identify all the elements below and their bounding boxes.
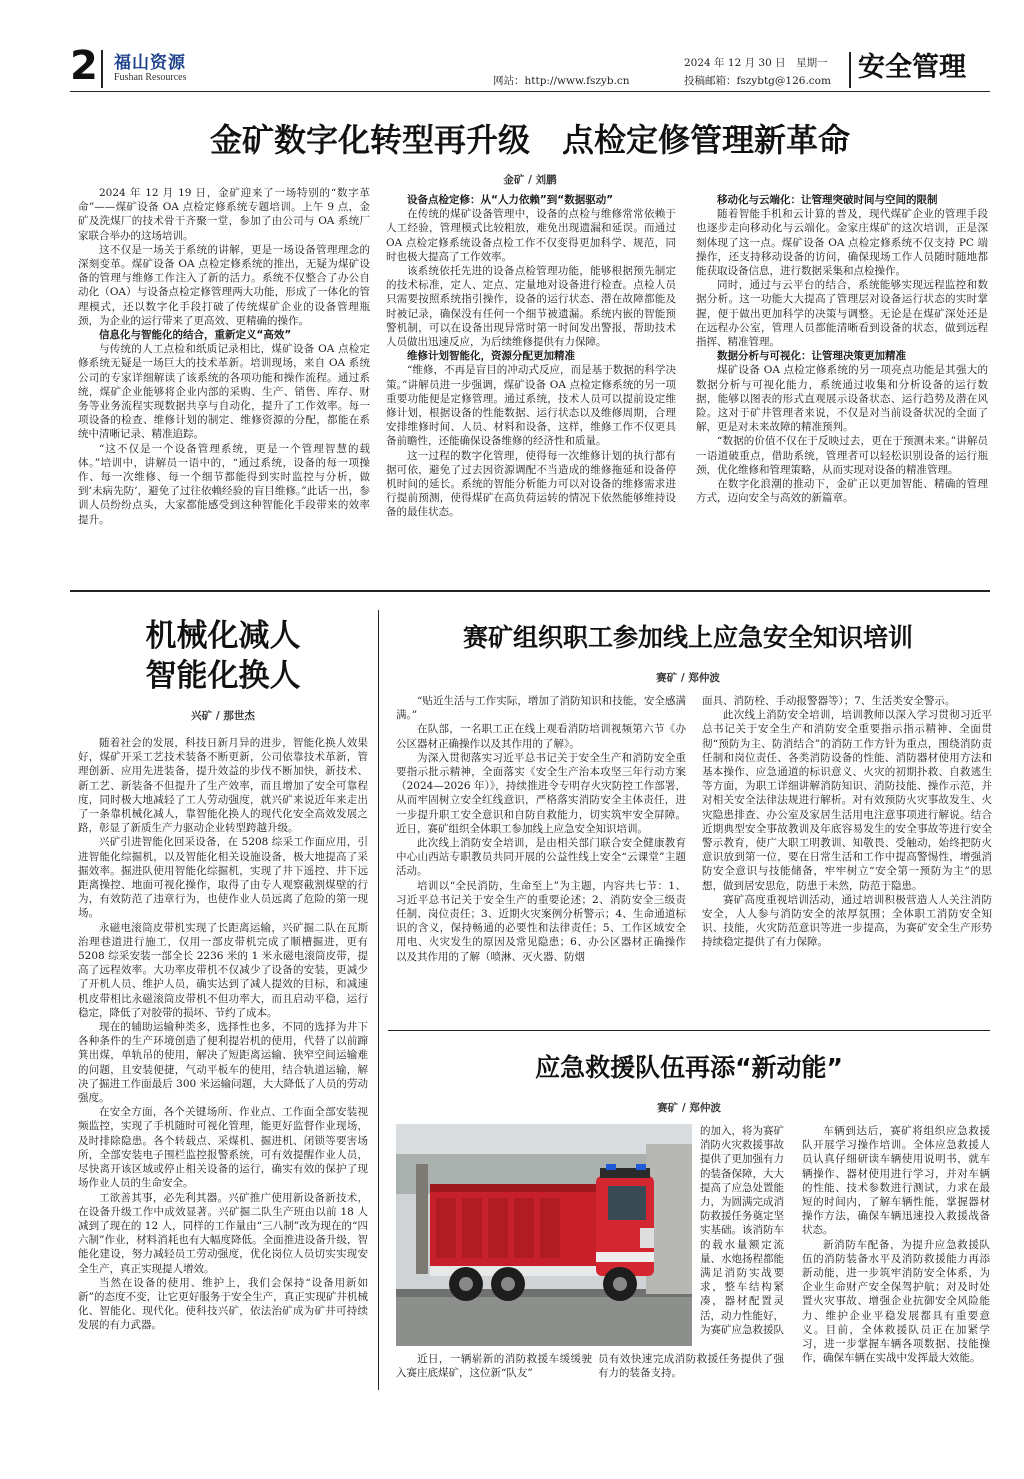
masthead	[0, 0, 1024, 100]
paragraph: 兴矿引进智能化回采设备，在 5208 综采工作面应用，引进智能化综掘机，以及智能化相关设施设备，极大地提高了采掘效率。掘进队使用智能化综掘机，实现了井下遥控、井下远距离操控、地面可视化操作，取得了由专人观察截割煤壁的行为，有效防范了违章行为，也使作业人员远离了危险的第一现场。	[78, 836, 368, 920]
article2-title-line1: 机械化减人	[145, 618, 301, 654]
paragraph: 随着智能手机和云计算的普及，现代煤矿企业的管理手段也逐步走向移动化与云端化。金家庄煤矿的这次培训，正是深刻体现了这一点。煤矿设备 OA 点检定修系统不仅支持 PC 端操作，还支持移动设备的访问，确保现场工作人员随时随地都能获取设备信息，进行数据采集和点检操作。	[696, 208, 988, 278]
paragraph: 该系统依托先进的设备点检管理功能，能够根据预先制定的技术标准，定人、定点、定量地对设备进行检查。点检人员只需要按照系统指引操作，设备的运行状态、潜在故障都能及时被记录，确保没有任何一个细节被遗漏。系统内嵌的智能预警机制，可以在设备出现异常时第一时间发出警报，帮助技术人员做出迅速反应，为后续维修提供有力保障。	[386, 265, 676, 349]
paragraph: 与传统的人工点检和纸质记录相比，煤矿设备 OA 点检定修系统无疑是一场巨大的技术革新。培训现场，来自 OA 系统公司的专家详细解读了该系统的各项功能和操作流程。通过系统，煤矿企业能够将企业内部的采购、生产、销售、库存、财务等业务流程实现数据共享与自动化，提升了工作效率。每一项设备的检查、维修计划的制定、维修资源的分配，都能在系统中清晰记录、精准追踪。	[78, 343, 370, 441]
paragraph: 此次线上消防安全培训，是由相关部门联合安全健康教育中心山西站专职教员共同开展的公益性线上安全“云课堂”主题活动。	[396, 837, 686, 878]
paragraph: 培训以“全民消防，生命至上”为主题，内容共七节：1、习近平总书记关于安全生产的重要论述；2、消防安全三级责任制、岗位责任；3、近期火灾案例分析警示；4、生命通道标识的含义，保持畅通的必要性和法律责任；5、工作区域安全用电、火灾发生的原因及常见隐患；6、办公区器材正确操作以及其作用的了解（喷淋、灭火器、防烟	[396, 879, 686, 963]
paragraph: 员有效快速完成消防救援任务提供了强有力的装备支持。	[598, 1353, 784, 1380]
paragraph: 这不仅是一场关于系统的讲解，更是一场设备管理理念的深刻变革。煤矿设备 OA 点检定修系统的推出，无疑为煤矿设备的管理与维修工作注入了新的活力。系统不仅整合了办公自动化（OA）与设备点检定修管理两大功能，形成了一体化的管理模式，还以数字化手段打破了传统煤矿企业的设备管理瓶颈，为企业的运行带来了更高效、更精确的操作。	[78, 243, 370, 327]
article2-byline: 兴矿 / 那世杰	[191, 710, 255, 722]
section-divider	[849, 52, 851, 88]
article1-column-2	[386, 193, 676, 578]
issue-date: 2024 年 12 月 30 日 星期一	[684, 57, 828, 69]
page-number-divider	[101, 50, 103, 88]
paragraph: “贴近生活与工作实际，增加了消防知识和技能，安全感满满。”	[396, 695, 686, 722]
website: 网站：http://www.fszyb.cn	[493, 75, 630, 87]
subheading: 维修计划智能化，资源分配更加精准	[407, 350, 575, 363]
paragraph: 为深入贯彻落实习近平总书记关于安全生产和消防安全重要指示批示精神，全面落实《安全生产治本攻坚三年行动方案（2024—2026 年）》，持续推进令专明存火灾防控工作部署，从而牢固树立安全红线意识，严格落实消防安全主体责任，进一步提升职工安全意识和自防自救能力，切实筑牢安全屏障。近日，赛矿组织全体职工参加线上应急安全知识培训。	[396, 751, 686, 835]
article3-bottom-rule	[388, 1030, 990, 1031]
paragraph: 煤矿设备 OA 点检定修系统的另一项亮点功能是其强大的数据分析与可视化能力，系统通过收集和分析设备的运行数据，能够以图表的形式直观展示设备状态、运行趋势及潜在风险。这对于矿井管理者来说，不仅是对当前设备状况的全面了解，更是对未来故障的精准预判。	[696, 364, 988, 434]
paragraph: 的加入，将为赛矿消防火灾救援事故提供了更加强有力的装备保障，大大提高了应急处置能力，为圆满完成消防救援任务奠定坚实基础。该消防车的载水量额定流量、水炮扬程都能满足消防实战要求，整车结构紧凑，器材配置灵活，动力性能好，为赛矿应急救援队	[700, 1125, 784, 1336]
paragraph: “这不仅是一个设备管理系统，更是一个管理智慧的载体。”培训中，讲解员一语中的，“通过系统，设备的每一项操作、每一次维修、每一个细节都能得到实时监控与分析，做到‘未病先防’，避免了过往依赖经验的盲目维修。”此话一出，参训人员纷纷点头，大家都能感受到这种智能化手段带来的效率提升。	[78, 442, 370, 526]
paragraph: 此次线上消防安全培训，培训教师以深入学习贯彻习近平总书记关于安全生产和消防安全重要指示指示精神、全面贯彻“预防为主、防消结合”的消防工作方针为重点，围绕消防责任制和岗位责任、各类消防设备的性能、消防器材使用方法和基本操作、应急通道的标识意义、火灾的初期扑救、自救逃生等方面，为职工详细讲解消防知识、消防技能、操作示范，并对相关安全法律法规进行解析。对有效预防火灾事故发生、火灾隐患排查、办公室及家居生活用电注意事项进行解说。结合近期典型安全事故教训及年底容易发生的安全事故等进行安全警示教育，使广大职工明教训、知敬畏、受触动，始终把防火意识放到第一位，要在日常生活和工作中提高警惕性，增强消防安全意识与技能储备，牢牢树立“安全第一预防为主”的思想，做到居安思危，防患于未然，防范于隐患。	[702, 709, 992, 892]
paragraph: 2024 年 12 月 19 日，金矿迎来了一场特别的“数字革命”——煤矿设备 OA 点检定修系统专题培训。上午 9 点，金矿及洗煤厂的技术骨干齐聚一堂，参加了由公司与 OA 系统厂家联合举办的这场培训。	[78, 187, 370, 242]
vertical-divider	[378, 610, 379, 1390]
fire-truck-photo	[396, 1124, 692, 1346]
paragraph: 这一过程的数字化管理，使得每一次维修计划的执行都有据可依，避免了过去因资源调配不当造成的维修拖延和设备停机时间的延长。系统的智能分析能力可以对设备的维修需求进行提前预测，使得煤矿在高负荷运转的情况下依然能够维持设备的最佳状态。	[386, 449, 676, 519]
subheading: 数据分析与可视化：让管理决策更加精准	[717, 350, 906, 363]
article4-column-narrow	[700, 1124, 784, 1352]
paragraph: 永磁电滚筒皮带机实现了长距离运输，兴矿掘二队在瓦斯治理巷道进行施工，仅用一部皮带机完成了顺槽掘进，更有 5208 综采安装一部全长 2236 米的 1 米永磁电滚筒皮带，提高了远程效率。大功率皮带机不仅减少了设备的安装，更减少了开机人员、维护人员，确实达到了减人提效的目标，和减速机皮带相比永磁滚筒皮带机不但功率大，而且启动平稳，运行稳定，降低了对胶带的损坏、节约了成本。	[78, 921, 368, 1019]
article3-column-2	[702, 694, 992, 1016]
paragraph: 面具、消防栓、手动报警器等）；7、生活类安全警示。	[702, 695, 956, 707]
paragraph: 在数字化浪潮的推动下，金矿正以更加智能、精确的管理方式，迈向安全与高效的新篇章。	[696, 478, 988, 505]
subheading: 设备点检定修：从“人力依赖”到“数据驱动”	[407, 194, 614, 206]
paragraph: 车辆到达后，赛矿将组织应急救援队开展学习操作培训。全体应急救援人员认真仔细研读车辆使用说明书，就车辆操作、器材使用进行学习，并对车辆的性能、技术参数进行测试，力求在最短的时间内，了解车辆性能，掌握器材操作方法，确保车辆迅速投入救援战备状态。	[802, 1125, 990, 1237]
article3-title: 赛矿组织职工参加线上应急安全知识培训	[462, 623, 913, 652]
article3-column-1	[396, 694, 686, 1016]
subheading: 移动化与云端化：让管理突破时间与空间的限制	[717, 194, 938, 206]
paper-name-en: Fushan Resources	[114, 72, 187, 83]
article1-bottom-rule	[70, 590, 990, 592]
paragraph: 赛矿高度重视培训活动，通过培训积极营造人人关注消防安全，人人参与消防安全的浓厚氛围；全体职工消防安全知识、技能，火灾防范意识等进一步提高，为赛矿安全生产形势持续稳定提供了有力保障。	[702, 893, 992, 949]
paragraph: “维修，不再是盲目的冲动式反应，而是基于数据的科学决策。”讲解员进一步强调，煤矿设备 OA 点检定修系统的另一项重要功能便是定修管理。通过系统，技术人员可以提前设定维修计划，根据设备的性能数据、运行状态以及维修周期，合理安排维修时间、人员、材料和设备，这样，维修工作不仅更具备前瞻性，还能确保设备维修的经济性和质量。	[386, 364, 676, 448]
masthead-rule	[70, 91, 990, 92]
paragraph: 在传统的煤矿设备管理中，设备的点检与维修常常依赖于人工经验，管理模式比较粗放，难免出现遗漏和延误。而通过 OA 点检定修系统设备点检工作不仅变得更加科学、规范，同时也极大提高了工作效率。	[386, 208, 676, 263]
article1-title: 金矿数字化转型再升级 点检定修管理新革命	[209, 121, 850, 159]
paragraph: 在队部，一名职工正在线上观看消防培训视频第六节《办公区器材正确操作以及其作用的了解》。	[396, 723, 686, 750]
photo-caption-text: 近日，一辆崭新的消防救援车缓缓驶入赛庄底煤矿，这位新“队友”	[396, 1353, 592, 1380]
article2-column	[78, 736, 368, 1388]
article4-byline: 赛矿 / 郑仲波	[657, 1102, 721, 1114]
paragraph: 当然在设备的使用、维护上，我们会保持“设备用新如新”的态度不变，让它更好服务于安全生产，真正实现矿井机械化、智能化、现代化。使科技兴矿，依法治矿成为矿井可持续发展的有力武器。	[78, 1276, 368, 1332]
paragraph: 现在的辅助运输种类多，选择性也多，不同的选择为井下各种条件的生产环境创造了便利提岩机的使用，代替了以前蹿箕出煤，单轨吊的使用，解决了短距离运输、狭窄空间运输难的问题，且安装便捷，气动平板车的使用，结合轨道运输，解决了掘进工作面最后 300 米运输问题，大大降低了人员的劳动强度。	[78, 1021, 368, 1105]
paper-name: 福山资源	[114, 53, 186, 73]
paragraph: 同时，通过与云平台的结合，系统能够实现远程监控和数据分析。这一功能大大提高了管理层对设备运行状态的实时掌握，便于做出更加科学的决策与调整。无论是在煤矿深处还是在远程办公室，管理人员都能清晰看到设备的状态，做到远程指挥、精准管理。	[696, 279, 988, 349]
article3-byline: 赛矿 / 郑仲波	[656, 672, 720, 684]
article4-caption-continuation	[598, 1352, 784, 1390]
paragraph: 在安全方面，各个关键场所、作业点、工作面全部安装视频监控，实现了手机随时可视化管理，能更好监督作业现场，及时排除隐患。各个转载点、采煤机、掘进机、闭锁等要害场所，全部安装电子围栏监控报警系统，可有效提醒作业人员，尽快离开该区域或停止相关设备的运行，确实有效的保护了现场作业人员的生命安全。	[78, 1106, 368, 1190]
subheading: 信息化与智能化的结合，重新定义“高效”	[99, 329, 292, 342]
paragraph: 工欲善其事，必先利其器。兴矿推广使用新设备新技术，在设备升级工作中成效显著。兴矿掘二队生产班由以前 18 人减到了现在的 12 人，同样的工作量由“三八制”改为现在的“四六制”作业，材料消耗也有大幅度降低。全面推进设备升级，智能化建设，努力减轻员工劳动强度，优化岗位人员切实实现安全生产，真正实现提人增效。	[78, 1191, 368, 1275]
article1-column-1	[78, 186, 370, 578]
submission-email: 投稿邮箱：fszybtg@126.com	[684, 75, 831, 87]
article4-title: 应急救援队伍再添“新动能”	[535, 1053, 843, 1082]
paragraph: 随着社会的发展，科技日新月异的进步，智能化换人效果好，煤矿开采工艺技术装备不断更新，公司依靠技术革新，管理创新、应用先进装备，提升效益的步伐不断加快，新技术、新工艺、新装备不但提升了生产效率，而且增加了安全可靠程度，同时极大地减轻了工人劳动强度，就兴矿来说近年来走出了一条靠机械化减人，靠智能化换人的现代化安全高效发展之路，彰显了新质生产力驱动企业转型跨越升级。	[78, 737, 368, 835]
article4-photo-caption	[396, 1352, 592, 1390]
article4-column-right	[802, 1124, 990, 1384]
paragraph: “数据的价值不仅在于反映过去，更在于预测未来。”讲解员一语道破重点，借助系统，管理者可以轻松识别设备的运行瓶颈，优化维修和管理策略，从而实现对设备的精准管理。	[696, 435, 988, 476]
paragraph: 新消防车配备，为提升应急救援队伍的消防装备水平及消防救援能力再添新动能，进一步筑牢消防安全体系，为企业生命财产安全保驾护航；对及时处置火灾事故、增强企业抗御安全风险能力、维护企业平稳发展都具有重要意义。目前，全体救援队员正在加紧学习，进一步掌握车辆各项数据、技能操作，确保车辆在实战中发挥最大效能。	[802, 1238, 990, 1365]
page-number: 2	[70, 43, 98, 89]
article2-title-line2: 智能化换人	[145, 658, 301, 694]
section-title: 安全管理	[858, 52, 966, 83]
article1-byline: 金矿 / 刘鹏	[503, 174, 557, 186]
article1-column-3	[696, 193, 988, 578]
